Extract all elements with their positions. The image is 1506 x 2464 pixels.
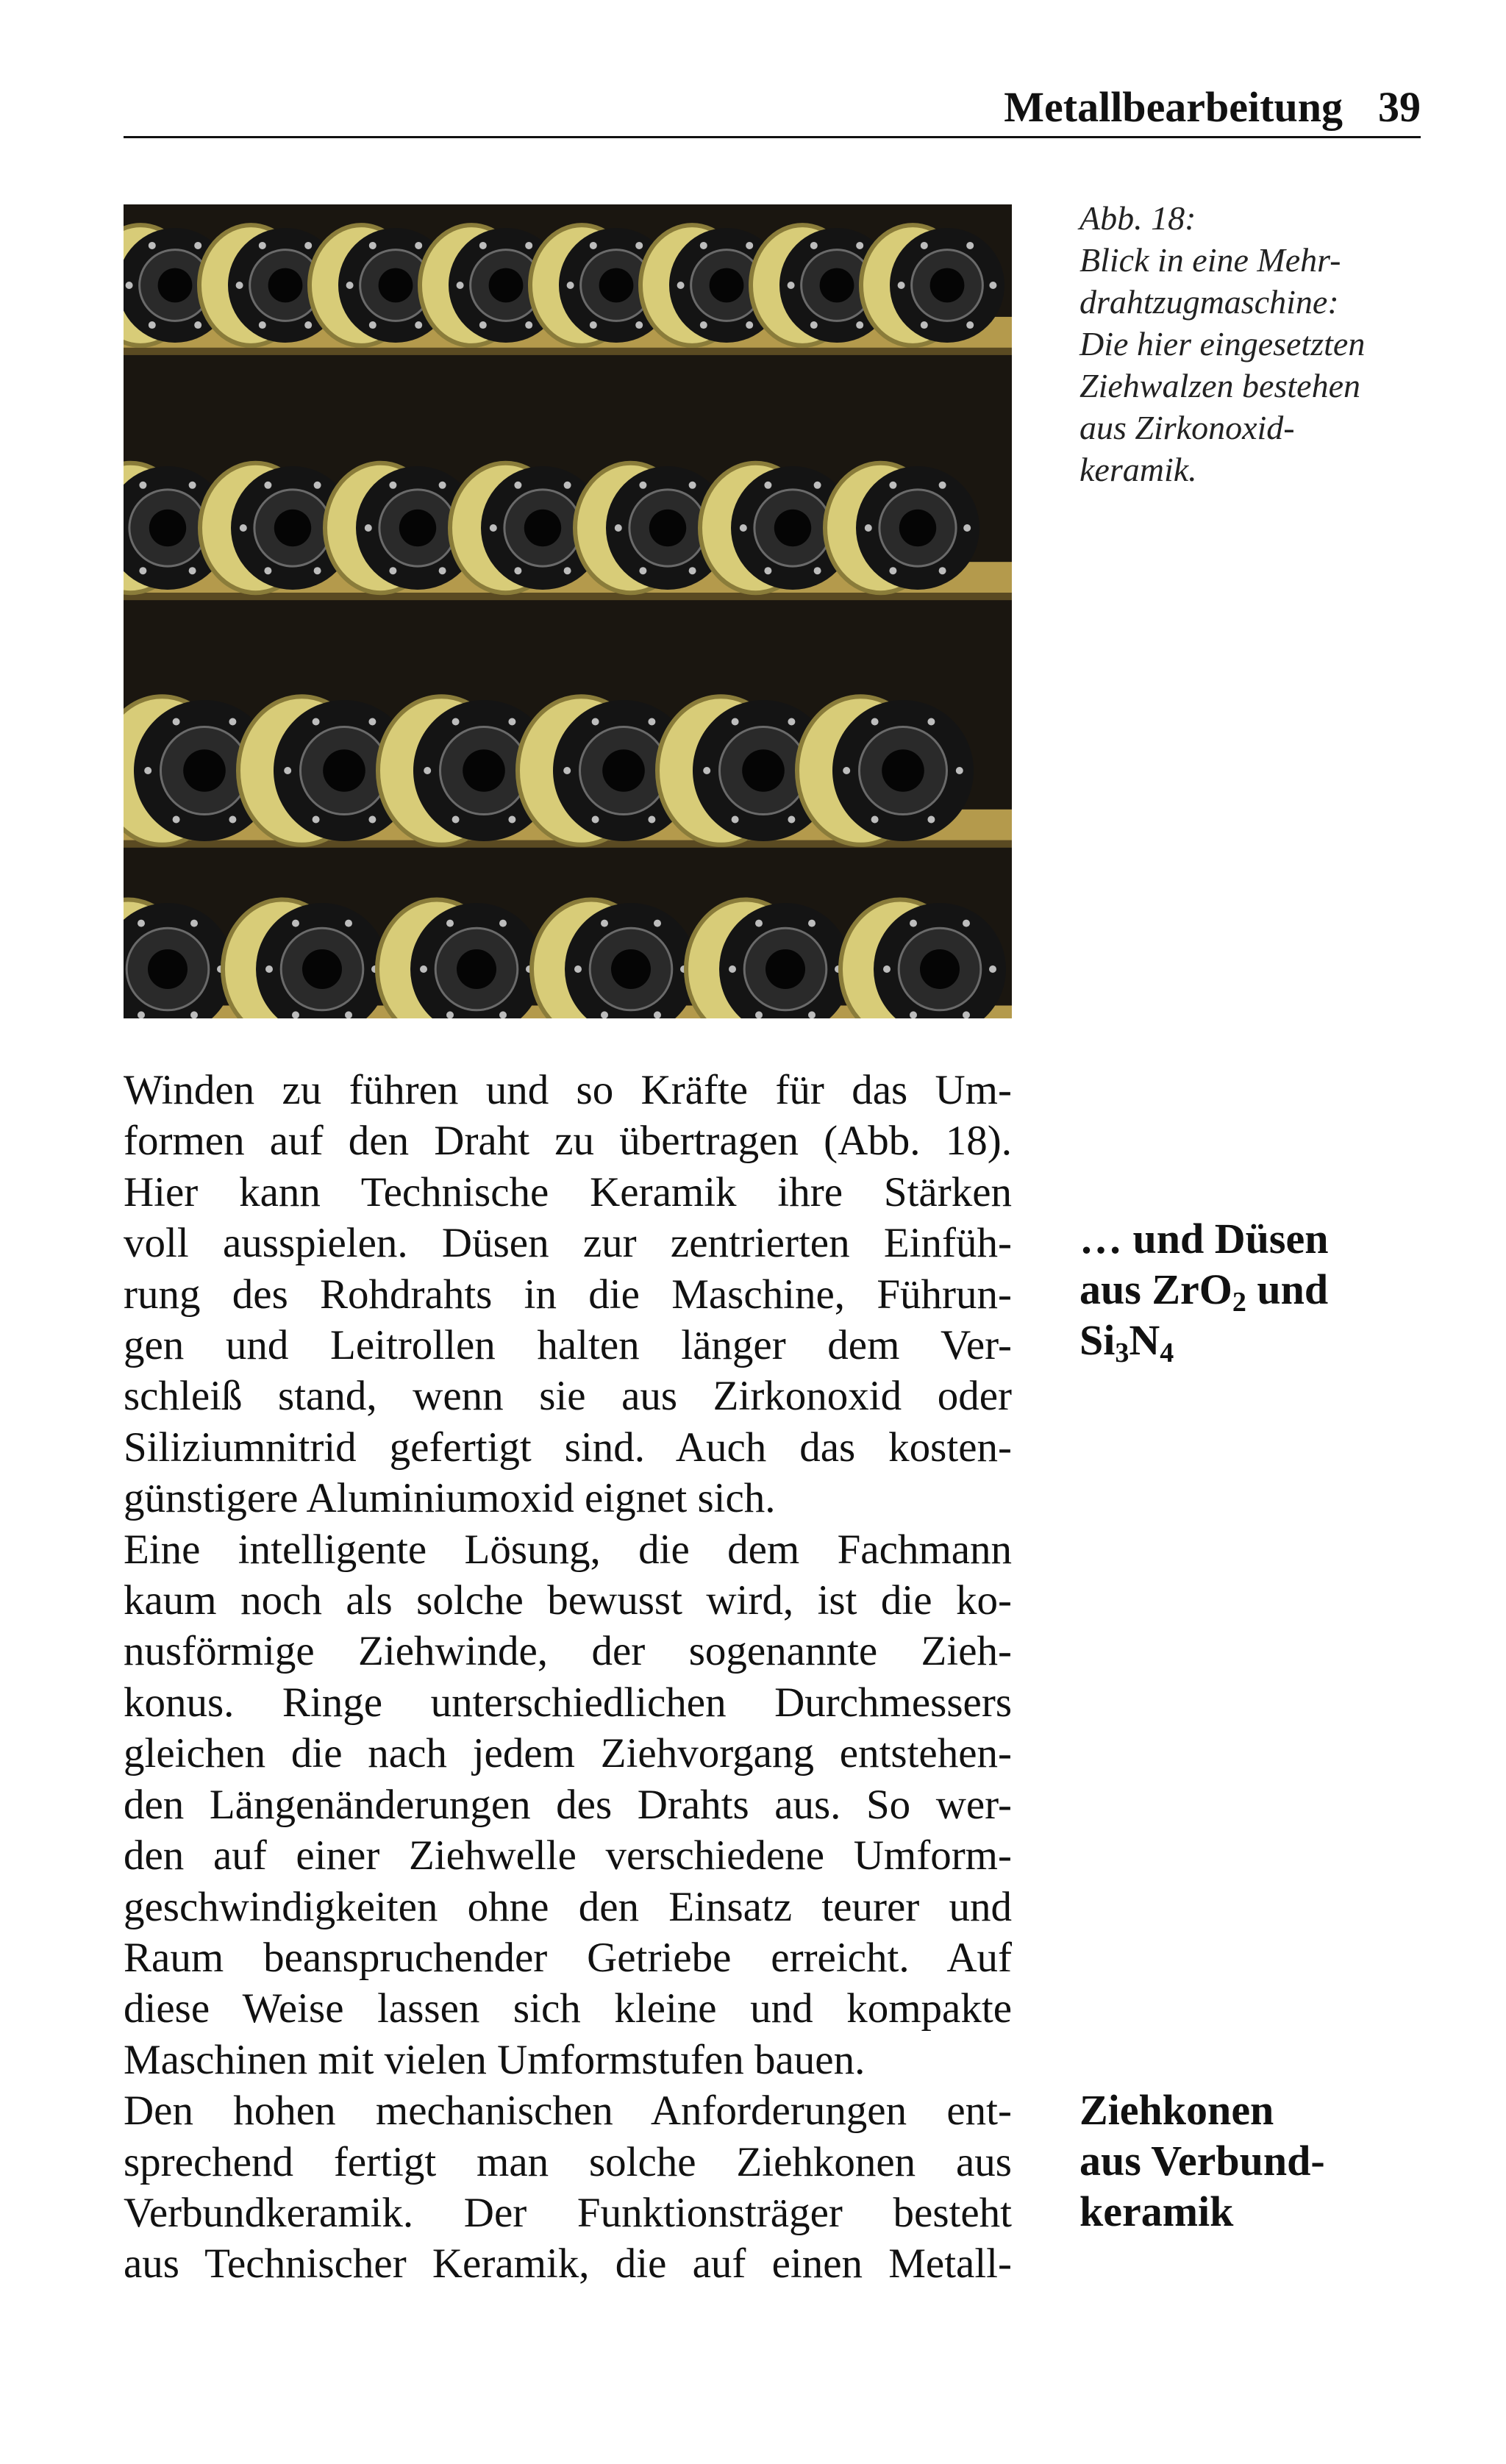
hub-bolt xyxy=(574,965,582,973)
hub-bolt xyxy=(635,321,643,329)
hub-bolt xyxy=(788,718,795,725)
body-line: Eine intelligente Lösung, die dem Fachmann xyxy=(124,1526,1012,1573)
hub-bolt xyxy=(654,920,661,927)
hub-bolt xyxy=(439,482,446,489)
hub-bore xyxy=(611,949,651,989)
hub-bolt xyxy=(732,816,739,824)
hub-bore xyxy=(323,749,365,792)
rail-shadow xyxy=(124,348,1012,355)
hub-bolt xyxy=(746,321,753,329)
formula-text: aus ZrO xyxy=(1079,1265,1232,1313)
body-line: konus. Ringe unterschiedlichen Durchmessers xyxy=(124,1679,1012,1726)
hub-bolt xyxy=(564,482,571,489)
photo-illustration xyxy=(124,204,1012,1018)
hub-bolt xyxy=(601,920,608,927)
hub-bolt xyxy=(446,920,454,927)
caption-line: aus Zirkonoxid- xyxy=(1079,409,1295,446)
hub-bolt xyxy=(966,321,974,329)
hub-bolt xyxy=(499,920,507,927)
hub-bolt xyxy=(567,282,574,289)
margin-note-line xyxy=(1079,1315,1462,1368)
hub-bolt xyxy=(898,282,905,289)
hub-bolt xyxy=(729,965,736,973)
hub-bore xyxy=(524,510,561,546)
hub-bolt xyxy=(956,767,963,774)
hub-bolt xyxy=(144,767,151,774)
hub-bore xyxy=(463,749,505,792)
body-line: voll ausspielen. Düsen zur zentrierten Einfüh- xyxy=(124,1220,1012,1267)
hub-bolt xyxy=(746,242,753,249)
hub-bore xyxy=(489,268,524,303)
hub-bolt xyxy=(368,816,376,824)
hub-bolt xyxy=(689,567,696,574)
hub-bolt xyxy=(490,524,497,532)
hub-bore xyxy=(183,749,226,792)
hub-bolt xyxy=(615,524,622,532)
formula-text: und xyxy=(1246,1265,1329,1313)
hub-bolt xyxy=(190,1011,198,1018)
hub-bolt xyxy=(365,524,372,532)
body-line: formen auf den Draht zu übertragen (Abb. 18). xyxy=(124,1118,1012,1165)
hub-bolt xyxy=(304,242,312,249)
hub-bolt xyxy=(963,1011,970,1018)
hub-bolt xyxy=(592,718,599,725)
body-line: geschwindigkeiten ohne den Einsatz teurer und xyxy=(124,1883,1012,1930)
hub-bolt xyxy=(292,920,299,927)
hub-bolt xyxy=(592,816,599,824)
body-line: kaum noch als solche bewusst wird, ist die ko- xyxy=(124,1577,1012,1624)
hub-bolt xyxy=(389,482,396,489)
hub-bolt xyxy=(989,965,996,973)
hub-bolt xyxy=(173,816,180,824)
body-line: Verbundkeramik. Der Funktionsträger besteht xyxy=(124,2189,1012,2236)
hub-bore xyxy=(399,510,436,546)
hub-bolt xyxy=(368,718,376,725)
hub-bolt xyxy=(345,920,352,927)
caption-line: Die hier eingesetzten xyxy=(1079,325,1366,363)
hub-bolt xyxy=(446,1011,454,1018)
body-line: schleiß stand, wenn sie aus Zirkonoxid oder xyxy=(124,1373,1012,1420)
hub-bolt xyxy=(189,567,196,574)
hub-bolt xyxy=(313,718,320,725)
hub-bore xyxy=(599,268,634,303)
hub-bolt xyxy=(856,321,863,329)
hub-bolt xyxy=(525,242,532,249)
body-line: rung des Rohdrahts in die Maschine, Führun- xyxy=(124,1271,1012,1318)
hub-bolt xyxy=(264,567,271,574)
hub-bolt xyxy=(265,965,273,973)
hub-bolt xyxy=(452,816,460,824)
hub-bolt xyxy=(479,321,487,329)
hub-bolt xyxy=(808,1011,816,1018)
hub-bolt xyxy=(856,242,863,249)
caption-line: Blick in eine Mehr- xyxy=(1079,241,1341,279)
hub-bolt xyxy=(590,242,597,249)
hub-bolt xyxy=(499,1011,507,1018)
hub-bolt xyxy=(700,242,707,249)
margin-note-line: keramik xyxy=(1079,2188,1234,2235)
hub-bolt xyxy=(514,567,521,574)
hub-bolt xyxy=(452,718,460,725)
body-line: Siliziumnitrid gefertigt sind. Auch das kosten- xyxy=(124,1424,1012,1471)
subscript: 2 xyxy=(1232,1287,1246,1318)
body-line: Raum beanspruchender Getriebe erreicht. Auf xyxy=(124,1934,1012,1981)
hub-bolt xyxy=(788,282,795,289)
hub-bolt xyxy=(808,920,816,927)
hub-bolt xyxy=(648,718,655,725)
hub-bolt xyxy=(563,767,571,774)
hub-bolt xyxy=(457,282,464,289)
hub-bolt xyxy=(814,567,821,574)
body-text xyxy=(124,1065,1012,2290)
hub-bolt xyxy=(755,1011,763,1018)
hub-bolt xyxy=(345,1011,352,1018)
hub-bore xyxy=(302,949,342,989)
hub-bolt xyxy=(654,1011,661,1018)
hub-bore xyxy=(820,268,854,303)
hub-bolt xyxy=(963,524,971,532)
hub-bore xyxy=(649,510,686,546)
hub-bolt xyxy=(703,767,710,774)
subscript: 4 xyxy=(1160,1338,1174,1368)
hub-bolt xyxy=(883,965,891,973)
hub-bolt xyxy=(229,718,236,725)
hub-bolt xyxy=(871,816,879,824)
body-line: diese Weise lassen sich kleine und kompakte xyxy=(124,1985,1012,2032)
caption-line: keramik. xyxy=(1079,451,1197,488)
hub-bore xyxy=(882,749,924,792)
hub-bolt xyxy=(939,482,946,489)
hub-bolt xyxy=(389,567,396,574)
hub-bolt xyxy=(732,718,739,725)
hub-bolt xyxy=(764,567,771,574)
margin-note-line: Ziehkonen xyxy=(1079,2086,1274,2134)
hub-bolt xyxy=(677,282,685,289)
hub-bolt xyxy=(601,1011,608,1018)
hub-bolt xyxy=(508,718,515,725)
formula-text: Si xyxy=(1079,1316,1116,1364)
hub-bore xyxy=(268,268,303,303)
body-line: Winden zu führen und so Kräfte für das Um- xyxy=(124,1067,1012,1113)
hub-bolt xyxy=(139,567,146,574)
hub-bolt xyxy=(939,567,946,574)
body-line: günstigere Aluminiumoxid eignet sich. xyxy=(124,1475,776,1522)
hub-bolt xyxy=(304,321,312,329)
hub-bore xyxy=(149,510,186,546)
hub-bolt xyxy=(369,321,376,329)
body-line: Maschinen mit vielen Umformstufen bauen. xyxy=(124,2036,866,2083)
hub-bolt xyxy=(346,282,354,289)
hub-bolt xyxy=(439,567,446,574)
hub-bore xyxy=(930,268,965,303)
hub-bolt xyxy=(910,920,917,927)
hub-bolt xyxy=(927,816,935,824)
hub-bolt xyxy=(369,242,376,249)
formula-text: N xyxy=(1129,1316,1160,1364)
hub-bolt xyxy=(635,242,643,249)
hub-bore xyxy=(148,949,188,989)
hub-bolt xyxy=(865,524,872,532)
hub-bolt xyxy=(921,242,928,249)
hub-bolt xyxy=(639,482,646,489)
hub-bolt xyxy=(189,482,196,489)
hub-bolt xyxy=(284,767,291,774)
hub-bolt xyxy=(420,965,427,973)
margin-note-line xyxy=(1079,1264,1462,1318)
hub-bore xyxy=(742,749,785,792)
body-line: sprechend fertigt man solche Ziehkonen aus xyxy=(124,2138,1012,2185)
hub-bore xyxy=(379,268,413,303)
body-line: Den hohen mechanischen Anforderungen ent- xyxy=(124,2088,1012,2135)
hub-bolt xyxy=(889,567,896,574)
hub-bolt xyxy=(264,482,271,489)
hub-bore xyxy=(774,510,811,546)
hub-bore xyxy=(899,510,936,546)
hub-bore xyxy=(920,949,960,989)
hub-bolt xyxy=(415,321,422,329)
hub-bolt xyxy=(648,816,655,824)
section-title: Metallbearbeitung xyxy=(1004,83,1343,131)
hub-bolt xyxy=(689,482,696,489)
hub-bolt xyxy=(259,242,266,249)
body-line: aus Technischer Keramik, die auf einen Metall- xyxy=(124,2240,1012,2288)
hub-bolt xyxy=(843,767,850,774)
hub-bolt xyxy=(590,321,597,329)
hub-bolt xyxy=(314,482,321,489)
hub-bolt xyxy=(138,920,145,927)
running-header xyxy=(124,71,1421,138)
hub-bolt xyxy=(514,482,521,489)
hub-bolt xyxy=(889,482,896,489)
hub-bore xyxy=(457,949,496,989)
caption-line: Abb. 18: xyxy=(1079,199,1196,237)
hub-bolt xyxy=(292,1011,299,1018)
body-line: den Längenänderungen des Drahts aus. So wer- xyxy=(124,1781,1012,1828)
hub-bolt xyxy=(764,482,771,489)
caption-line: drahtzugmaschine: xyxy=(1079,283,1339,321)
hub-bolt xyxy=(740,524,747,532)
hub-bolt xyxy=(810,242,818,249)
hub-bore xyxy=(274,510,311,546)
subscript: 3 xyxy=(1115,1338,1130,1368)
hub-bolt xyxy=(639,567,646,574)
hub-bolt xyxy=(508,816,515,824)
body-line: gen und Leitrollen halten länger dem Ver- xyxy=(124,1322,1012,1369)
hub-bolt xyxy=(139,482,146,489)
hub-bolt xyxy=(415,242,422,249)
hub-bolt xyxy=(814,482,821,489)
hub-bolt xyxy=(313,816,320,824)
hub-bore xyxy=(766,949,805,989)
hub-bore xyxy=(158,268,193,303)
hub-bolt xyxy=(963,920,970,927)
margin-note-nozzles xyxy=(1079,1213,1462,1368)
hub-bolt xyxy=(314,567,321,574)
margin-note-drawing-cones xyxy=(1079,2085,1462,2237)
hub-bolt xyxy=(989,282,996,289)
hub-bore xyxy=(602,749,645,792)
body-line: Hier kann Technische Keramik ihre Stärken xyxy=(124,1168,1012,1215)
hub-bolt xyxy=(966,242,974,249)
margin-note-line: … und Düsen xyxy=(1079,1215,1329,1263)
hub-bolt xyxy=(194,242,201,249)
page-number: 39 xyxy=(1378,83,1421,131)
margin-note-line: aus Verbund- xyxy=(1079,2137,1325,2185)
figure-photo-wire-drawing-machine xyxy=(124,204,1012,1018)
hub-bore xyxy=(710,268,744,303)
hub-bolt xyxy=(149,321,156,329)
hub-bolt xyxy=(755,920,763,927)
hub-bolt xyxy=(921,321,928,329)
hub-bolt xyxy=(149,242,156,249)
hub-bolt xyxy=(259,321,266,329)
hub-bolt xyxy=(700,321,707,329)
hub-bolt xyxy=(910,1011,917,1018)
hub-bolt xyxy=(173,718,180,725)
hub-bolt xyxy=(788,816,795,824)
hub-bolt xyxy=(871,718,879,725)
hub-bolt xyxy=(927,718,935,725)
hub-bolt xyxy=(138,1011,145,1018)
figure-caption xyxy=(1079,197,1425,490)
hub-bolt xyxy=(236,282,243,289)
hub-bolt xyxy=(479,242,487,249)
hub-bolt xyxy=(525,321,532,329)
body-line: nusförmige Ziehwinde, der sogenannte Zieh- xyxy=(124,1628,1012,1675)
hub-bolt xyxy=(194,321,201,329)
caption-line: Ziehwalzen bestehen xyxy=(1079,367,1360,404)
body-line: den auf einer Ziehwelle verschiedene Umform- xyxy=(124,1832,1012,1879)
hub-bolt xyxy=(810,321,818,329)
hub-bolt xyxy=(126,282,133,289)
hub-bolt xyxy=(190,920,198,927)
hub-bolt xyxy=(240,524,247,532)
hub-bolt xyxy=(229,816,236,824)
body-line: gleichen die nach jedem Ziehvorgang entstehen- xyxy=(124,1730,1012,1777)
hub-bolt xyxy=(564,567,571,574)
hub-bolt xyxy=(424,767,431,774)
